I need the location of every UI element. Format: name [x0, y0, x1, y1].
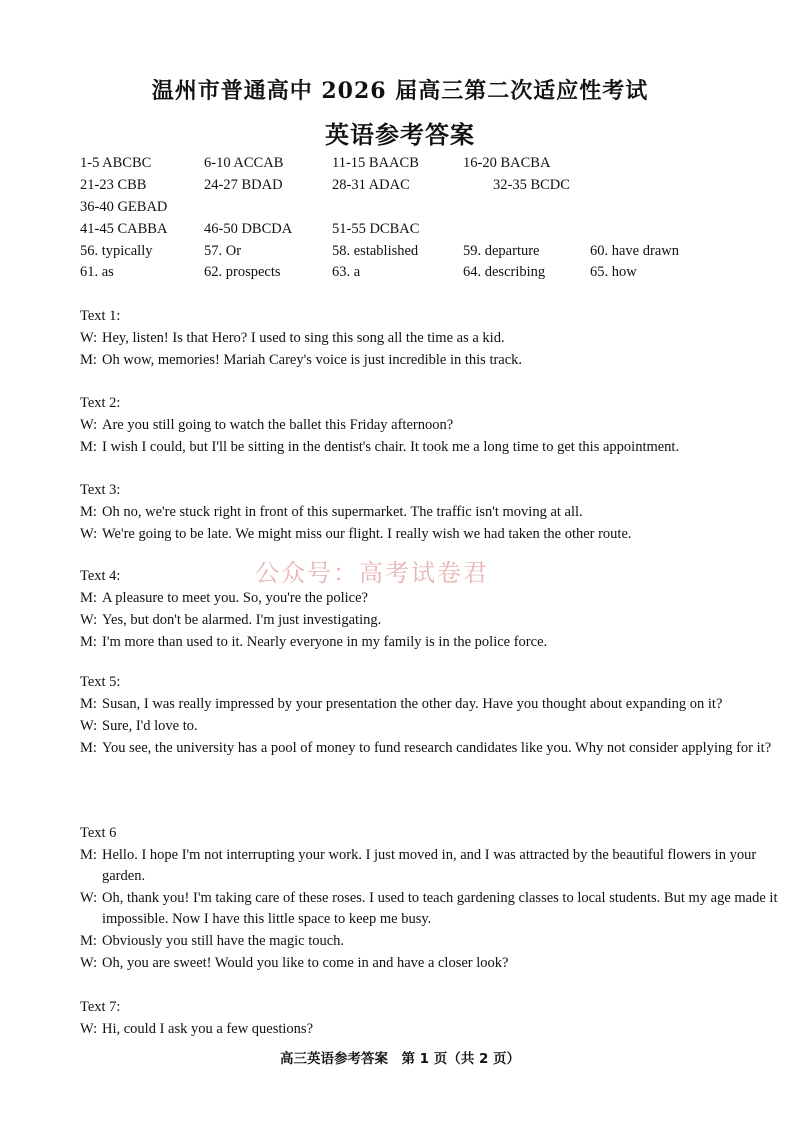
dialogue-text: Susan, I was really impressed by your presentation the other day. Have you thought about expanding on it?: [102, 696, 723, 712]
dialogue-text: I wish I could, but I'll be sitting in the dentist's chair. It took me a long time to get this appointment.: [102, 439, 680, 455]
transcript-text-2: [80, 393, 780, 459]
speaker-label: M:: [80, 847, 97, 863]
dialogue-line: [80, 524, 780, 545]
speaker-label: W:: [80, 955, 98, 971]
answer-item: 59. departure: [463, 243, 540, 259]
dialogue-line: [80, 845, 780, 887]
speaker-label: M:: [80, 590, 97, 606]
answer-key-subtitle: 英语参考答案: [325, 120, 475, 149]
speaker-label: M:: [80, 933, 97, 949]
answer-group: 36-40 GEBAD: [80, 199, 168, 215]
speaker-label: W:: [80, 890, 98, 906]
dialogue-line: [80, 350, 780, 371]
dialogue-line: [80, 502, 780, 523]
dialogue-text: We're going to be late. We might miss our flight. I really wish we had taken the other route.: [102, 526, 632, 542]
dialogue-line: [80, 694, 780, 715]
speaker-label: W:: [80, 526, 98, 542]
answer-group: 46-50 DBCDA: [204, 221, 293, 237]
speaker-label: M:: [80, 504, 97, 520]
section-label: Text 2:: [80, 395, 121, 411]
answer-item: 64. describing: [463, 264, 546, 280]
dialogue-text: Oh no, we're stuck right in front of this supermarket. The traffic isn't moving at all.: [102, 504, 583, 520]
answer-item: 63. a: [332, 264, 361, 280]
dialogue-line: [80, 437, 780, 458]
transcript-text-1: [80, 306, 780, 372]
answer-item: 57. Or: [204, 243, 242, 259]
transcript-text-7: [80, 997, 780, 1041]
dialogue-text: Are you still going to watch the ballet this Friday afternoon?: [102, 417, 454, 433]
transcript-text-4: [80, 566, 780, 654]
dialogue-text: Hey, listen! Is that Hero? I used to sing this song all the time as a kid.: [102, 330, 505, 346]
answer-item: 65. how: [590, 264, 637, 280]
dialogue-text: Yes, but don't be alarmed. I'm just investigating.: [102, 612, 382, 628]
dialogue-text: Obviously you still have the magic touch.: [102, 933, 345, 949]
dialogue-text: Sure, I'd love to.: [102, 718, 198, 734]
section-label: Text 3:: [80, 482, 121, 498]
dialogue-line: [80, 632, 780, 653]
answer-group: 28-31 ADAC: [332, 177, 410, 193]
speaker-label: M:: [80, 696, 97, 712]
dialogue-text: I'm more than used to it. Nearly everyone in my family is in the police force.: [102, 634, 548, 650]
dialogue-text: Hi, could I ask you a few questions?: [102, 1021, 314, 1037]
dialogue-text: Oh, you are sweet! Would you like to come in and have a closer look?: [102, 955, 509, 971]
answer-group: 32-35 BCDC: [493, 177, 570, 193]
transcript-text-5: [80, 672, 780, 760]
dialogue-line: [80, 328, 780, 349]
dialogue-line: [80, 1019, 780, 1040]
answer-item: 62. prospects: [204, 264, 281, 280]
section-label: Text 1:: [80, 308, 121, 324]
answer-item: 60. have drawn: [590, 243, 679, 259]
dialogue-line: [80, 716, 780, 737]
speaker-label: W:: [80, 612, 98, 628]
answer-group: 21-23 CBB: [80, 177, 147, 193]
section-label: Text 7:: [80, 999, 121, 1015]
speaker-label: M:: [80, 439, 97, 455]
dialogue-line: [80, 888, 780, 930]
speaker-label: M:: [80, 740, 97, 756]
transcript-text-6: [80, 823, 780, 975]
dialogue-line: [80, 953, 780, 974]
speaker-label: M:: [80, 352, 97, 368]
speaker-label: W:: [80, 1021, 98, 1037]
answer-item: 58. established: [332, 243, 419, 259]
dialogue-line: [80, 738, 780, 759]
exam-title: 温州市普通高中 2026 届高三第二次适应性考试: [151, 78, 649, 104]
transcript-text-3: [80, 480, 780, 546]
answer-group: 41-45 CABBA: [80, 221, 168, 237]
answer-item: 56. typically: [80, 243, 153, 259]
answer-group: 1-5 ABCBC: [80, 155, 152, 171]
dialogue-text: Oh, thank you! I'm taking care of these roses. I used to teach gardening classes to local students. But my age made it impossible. Now I have this little space to keep me busy.: [102, 890, 778, 927]
dialogue-line: [80, 931, 780, 952]
speaker-label: W:: [80, 718, 98, 734]
section-label: Text 6: [80, 825, 117, 841]
answer-item: 61. as: [80, 264, 114, 280]
answer-group: 24-27 BDAD: [204, 177, 283, 193]
dialogue-text: You see, the university has a pool of money to fund research candidates like you. Why not consider applying for it?: [102, 740, 772, 756]
dialogue-text: Oh wow, memories! Mariah Carey's voice is just incredible in this track.: [102, 352, 523, 368]
dialogue-line: [80, 610, 780, 631]
section-label: Text 4:: [80, 568, 121, 584]
dialogue-text: A pleasure to meet you. So, you're the police?: [102, 590, 368, 606]
answer-group: 6-10 ACCAB: [204, 155, 284, 171]
speaker-label: M:: [80, 634, 97, 650]
speaker-label: W:: [80, 417, 98, 433]
answer-group: 16-20 BACBA: [463, 155, 551, 171]
dialogue-line: [80, 415, 780, 436]
speaker-label: W:: [80, 330, 98, 346]
answer-group: 51-55 DCBAC: [332, 221, 420, 237]
dialogue-text: Hello. I hope I'm not interrupting your work. I just moved in, and I was attracted by the beautiful flowers in your garden.: [102, 847, 757, 884]
section-label: Text 5:: [80, 674, 121, 690]
answer-group: 11-15 BAACB: [332, 155, 419, 171]
page-footer: 高三英语参考答案 第 1 页（共 2 页）: [279, 1051, 521, 1067]
dialogue-line: [80, 588, 780, 609]
watermark: 公众号：高考试卷君: [255, 559, 489, 587]
